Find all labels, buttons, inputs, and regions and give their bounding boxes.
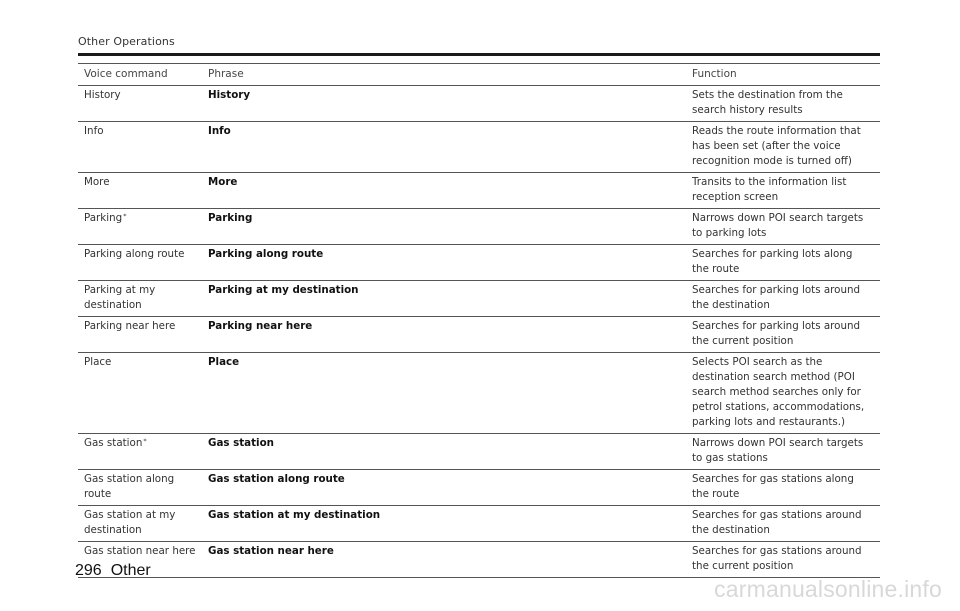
phrase-cell: Gas station along route xyxy=(208,473,345,485)
voice-command-cell: Place xyxy=(84,356,112,368)
table-row xyxy=(78,434,880,470)
voice-command-cell: Parking* xyxy=(84,212,127,224)
table-row xyxy=(78,209,880,245)
phrase-cell: Gas station xyxy=(208,437,274,449)
column-header-function: Function xyxy=(692,68,737,80)
voice-command-cell: Gas station along route xyxy=(84,473,175,500)
table-row xyxy=(78,281,880,317)
voice-command-cell: Gas station* xyxy=(84,437,147,449)
column-header-phrase: Phrase xyxy=(208,68,244,80)
voice-command-cell: Gas station near here xyxy=(84,545,196,557)
phrase-cell: More xyxy=(208,176,238,188)
section-header: Other Operations xyxy=(78,35,175,48)
function-cell: Narrows down POI search targets to parking lots xyxy=(692,212,864,239)
function-cell: Selects POI search as the destination search method (POI search method searches only for petrol stations, accommodations, parking lots and restaurants.) xyxy=(692,356,865,428)
header-rule xyxy=(78,53,880,56)
function-cell: Searches for gas stations along the route xyxy=(692,473,854,500)
function-cell: Searches for parking lots around the destination xyxy=(692,284,861,311)
function-cell: Narrows down POI search targets to gas stations xyxy=(692,437,864,464)
table-row xyxy=(78,173,880,209)
voice-command-cell: History xyxy=(84,89,121,101)
phrase-cell: Gas station at my destination xyxy=(208,509,381,521)
watermark: carmanualsonline.info xyxy=(714,576,942,602)
table-row xyxy=(78,122,880,173)
phrase-cell: Place xyxy=(208,356,240,368)
voice-command-cell: Parking along route xyxy=(84,248,185,260)
table-row xyxy=(78,506,880,542)
page-number: 296 xyxy=(75,562,102,579)
voice-command-cell: Gas station at my destination xyxy=(84,509,176,536)
phrase-cell: Parking along route xyxy=(208,248,324,260)
phrase-cell: Gas station near here xyxy=(208,545,334,557)
phrase-cell: Parking near here xyxy=(208,320,313,332)
phrase-cell: Parking at my destination xyxy=(208,284,359,296)
phrase-cell: Info xyxy=(208,125,231,137)
table-row xyxy=(78,353,880,434)
column-header-voice-command: Voice command xyxy=(84,68,168,80)
voice-command-cell: Parking at my destination xyxy=(84,284,156,311)
function-cell: Sets the destination from the search history results xyxy=(692,89,843,116)
phrase-cell: History xyxy=(208,89,251,101)
footnote-marker: * xyxy=(123,212,127,220)
function-cell: Searches for gas stations around the destination xyxy=(692,509,862,536)
table-row xyxy=(78,317,880,353)
footer-section-title: Other xyxy=(110,562,151,579)
table-row xyxy=(78,470,880,506)
table-row xyxy=(78,86,880,122)
table-header-row xyxy=(78,64,880,86)
table-row xyxy=(78,245,880,281)
phrase-cell: Parking xyxy=(208,212,253,224)
page-footer xyxy=(75,562,151,580)
function-cell: Searches for gas stations around the current position xyxy=(692,545,862,572)
voice-command-table xyxy=(78,63,880,578)
voice-command-cell: More xyxy=(84,176,110,188)
function-cell: Reads the route information that has been set (after the voice recognition mode is turned off) xyxy=(692,125,861,167)
function-cell: Searches for parking lots along the route xyxy=(692,248,853,275)
function-cell: Transits to the information list reception screen xyxy=(692,176,847,203)
footnote-marker: * xyxy=(143,437,147,445)
table-body xyxy=(78,86,880,578)
voice-command-cell: Info xyxy=(84,125,104,137)
function-cell: Searches for parking lots around the current position xyxy=(692,320,861,347)
table-row xyxy=(78,542,880,578)
voice-command-cell: Parking near here xyxy=(84,320,176,332)
